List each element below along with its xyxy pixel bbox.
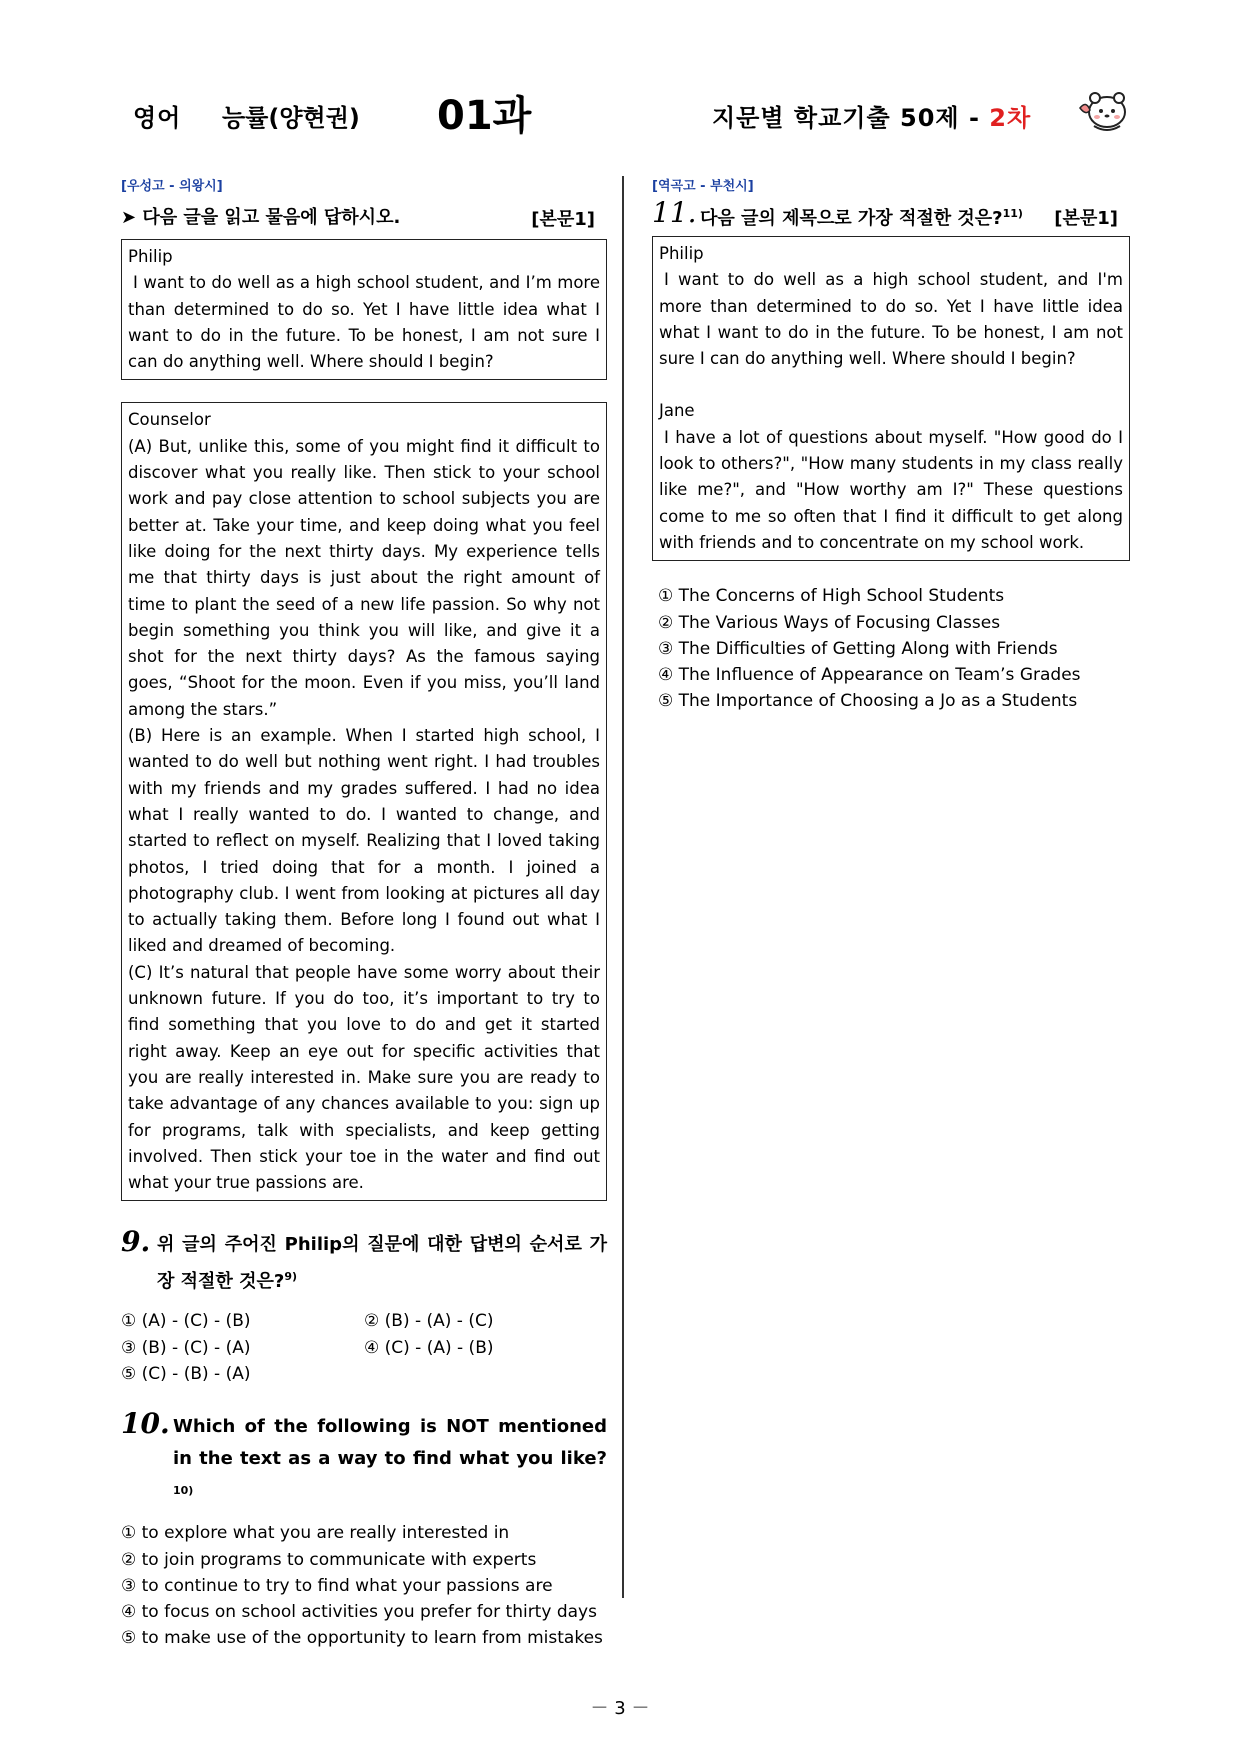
instruction-row (121, 203, 607, 233)
passage-tag-right: [본문1] (1054, 208, 1118, 229)
q10-option-4[interactable]: ④ to focus on school activities you prefer for thirty days (121, 1602, 597, 1623)
q11-option-4[interactable]: ④ The Influence of Appearance on Team’s Grades (658, 665, 1081, 686)
book-label: 능률(양현권) (222, 104, 360, 132)
series-title: 지문별 학교기출 50제 (712, 104, 960, 132)
column-divider (622, 176, 624, 1598)
dialogue-box (652, 236, 1130, 561)
speaker-counselor: Counselor (128, 410, 211, 430)
question-10-text: Which of the following is NOT mentioned in the text as a way to find what you like? (173, 1416, 607, 1470)
q9-option-1[interactable]: ① (A) - (C) - (B) (121, 1311, 251, 1332)
question-11 (652, 196, 1130, 232)
speaker-jane: Jane (659, 401, 695, 421)
page-header (0, 82, 1240, 142)
question-9-options (121, 1308, 607, 1387)
q10-option-1[interactable]: ① to explore what you are really interested in (121, 1523, 510, 1544)
left-source: [우성고 - 의왕시] (121, 179, 223, 194)
speaker-philip: Philip (128, 247, 173, 266)
q11-option-5[interactable]: ⑤ The Importance of Choosing a Jo as a Students (658, 691, 1078, 712)
q11-option-2[interactable]: ② The Various Ways of Focusing Classes (658, 612, 1001, 633)
paragraph-b: (B) Here is an example. When I started high school, I wanted to do well but nothing went right. I had troubles with my friends and my grades suffered. I had no idea what I really wanted to do. I wanted to change, and started to reflect on myself. Realizing that I loved taking photos, I tried doing that for a month. I joined a photography club. I went from looking at pictures all day to actually taking them. Before long I found out what I liked and dreamed of becoming. (128, 726, 600, 956)
q10-option-2[interactable]: ② to join programs to communicate with experts (121, 1549, 537, 1570)
question-10-note: 10) (173, 1484, 194, 1498)
question-9-note: 9) (284, 1270, 297, 1284)
question-10 (121, 1407, 607, 1512)
question-11-options (652, 583, 1130, 714)
right-source: [역곡고 - 부천시] (652, 179, 754, 194)
instruction-text: ➤ 다음 글을 읽고 물음에 답하시오. (121, 207, 401, 228)
philip-text-right: I want to do well as a high school student, and I'm more than determined to do so. Yet I have little idea what I want to do in the future. To be honest, I am not sure I can do anything well. Where should I begin? (659, 270, 1123, 369)
speaker-philip-right: Philip (659, 244, 704, 263)
bear-mascot-icon (1076, 86, 1130, 136)
q11-option-1[interactable]: ① The Concerns of High School Students (658, 586, 1005, 607)
lesson-label: 01과 (437, 93, 532, 139)
question-9 (121, 1225, 607, 1298)
q9-option-5[interactable]: ⑤ (C) - (B) - (A) (121, 1363, 251, 1384)
subject-label: 영어 (133, 104, 182, 132)
q11-option-3[interactable]: ③ The Difficulties of Getting Along with Friends (658, 638, 1058, 659)
passage-tag: [본문1] (531, 209, 595, 230)
series-label (712, 98, 1031, 133)
q9-option-2[interactable]: ② (B) - (A) - (C) (364, 1311, 494, 1332)
question-11-text: 다음 글의 제목으로 가장 적절한 것은? (700, 208, 1003, 229)
left-column (121, 175, 607, 1652)
q9-option-3[interactable]: ③ (B) - (C) - (A) (121, 1337, 251, 1358)
question-11-note: 11) (1002, 207, 1023, 220)
round-label: 2차 (989, 104, 1032, 132)
jane-text: I have a lot of questions about myself. "How good do I look to others?", "How many students in my class really like me?", and "How worthy am I?" These questions come to me so often that I find it difficult to get along with friends and to concentrate on my school work. (659, 427, 1123, 552)
q10-option-3[interactable]: ③ to continue to try to find what your passions are (121, 1575, 553, 1596)
page-number: － 3 － (590, 1698, 650, 1719)
paragraph-a: (A) But, unlike this, some of you might find it difficult to discover what you really like. Then stick to your school work and pay close attention to school subjects you are better at. Take your time, and keep doing what you feel like doing for the next thirty days. My experience tells me that thirty days is just about the right amount of time to plant the seed of a new life passion. So why not begin something you think you will like, and give it a shot for the next thirty days? As the famous saying goes, “Shoot for the moon. Even if you miss, you’ll land among the stars.” (128, 436, 600, 719)
philip-text: I want to do well as a high school student, and I’m more than determined to do so. Yet I have little idea what I want to do in the future. To be honest, I am not sure I can do anything well. Where should I begin? (128, 273, 600, 372)
counselor-box (121, 402, 607, 1201)
series-dash: - (968, 104, 980, 132)
paragraph-c: (C) It’s natural that people have some worry about their unknown future. If you do too, it’s important to try to find something that you love to do and get it started right away. Keep an eye out for specific activities that you are really interested in. Make sure you are ready to take advantage of any chances available to you: sign up for programs, talk with specialists, and keep getting involved. Then stick your toe in the water and find out what your true passions are. (128, 962, 600, 1193)
philip-box (121, 239, 607, 380)
question-9-text: 위 글의 주어진 Philip의 질문에 대한 답변의 순서로 가장 적절한 것은? (157, 1234, 607, 1293)
q10-option-5[interactable]: ⑤ to make use of the opportunity to learn from mistakes (121, 1628, 603, 1649)
question-9-number: 9. (121, 1225, 151, 1259)
q9-option-4[interactable]: ④ (C) - (A) - (B) (364, 1337, 494, 1358)
right-column (652, 175, 1130, 715)
question-10-number: 10. (121, 1407, 170, 1441)
question-11-number: 11. (652, 196, 697, 229)
question-10-options (121, 1520, 607, 1651)
